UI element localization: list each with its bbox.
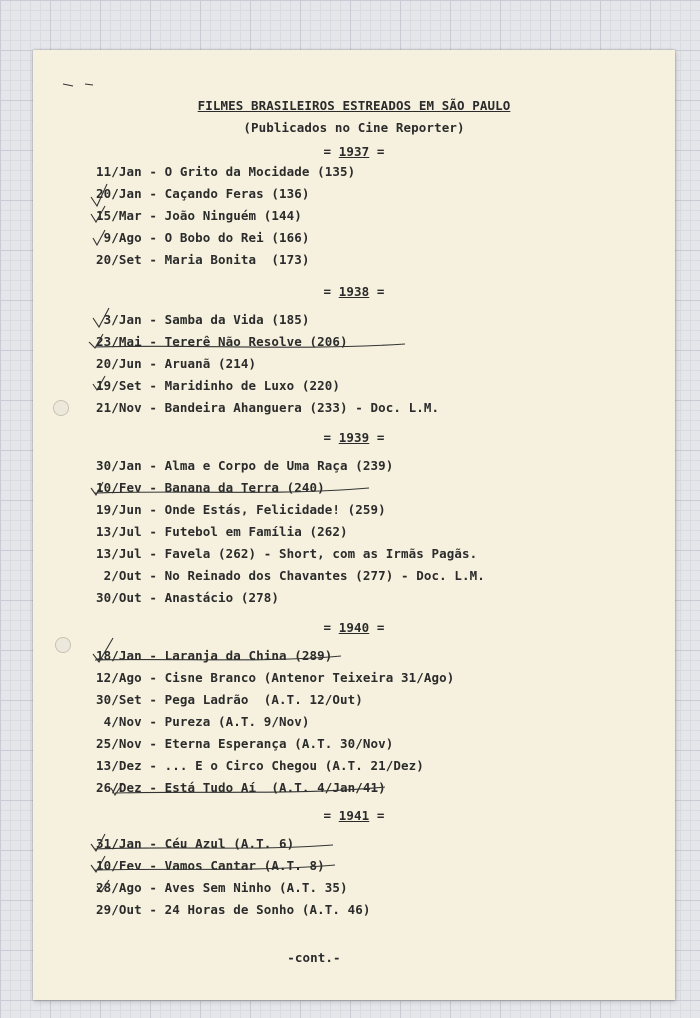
year-heading-1940: = 1940 = bbox=[323, 620, 385, 635]
continuation-note: -cont.- bbox=[287, 950, 341, 965]
film-entry: 11/Jan - O Grito da Mocidade (135) bbox=[96, 164, 356, 179]
film-entry: 20/Jun - Aruanã (214) bbox=[96, 356, 257, 371]
film-entry: 15/Mar - João Ninguém (144) bbox=[96, 208, 302, 223]
document-page bbox=[33, 50, 675, 1000]
film-entry-struck: 10/Fev - Vamos Cantar (A.T. 8) bbox=[96, 858, 325, 873]
film-entry: 20/Set - Maria Bonita (173) bbox=[96, 252, 310, 267]
film-entry: 12/Ago - Cisne Branco (Antenor Teixeira 31/Ago) bbox=[96, 670, 455, 685]
year-heading-text: 1937 bbox=[338, 144, 370, 159]
film-entry: 9/Ago - O Bobo do Rei (166) bbox=[96, 230, 310, 245]
film-entry: 13/Jul - Futebol em Família (262) bbox=[96, 524, 348, 539]
film-entry: 2/Out - No Reinado dos Chavantes (277) - Doc. L.M. bbox=[96, 568, 485, 583]
film-entry: 30/Jan - Alma e Corpo de Uma Raça (239) bbox=[96, 458, 394, 473]
document-subtitle: (Publicados no Cine Reporter) bbox=[243, 120, 465, 135]
punch-hole-top bbox=[53, 400, 69, 416]
film-entry: 29/Out - 24 Horas de Sonho (A.T. 46) bbox=[96, 902, 371, 917]
document-title: FILMES BRASILEIROS ESTREADOS EM SÃO PAULO bbox=[197, 98, 511, 113]
film-entry: 28/Ago - Aves Sem Ninho (A.T. 35) bbox=[96, 880, 348, 895]
year-heading-text: 1939 bbox=[338, 430, 370, 445]
film-entry-struck: 26/Dez - Está Tudo Aí (A.T. 4/Jan/41) bbox=[96, 780, 386, 795]
punch-hole-bottom bbox=[55, 637, 71, 653]
year-heading-1938: = 1938 = bbox=[323, 284, 385, 299]
film-entry: 30/Out - Anastácio (278) bbox=[96, 590, 280, 605]
film-entry-struck: 18/Jan - Laranja da China (289) bbox=[96, 648, 333, 663]
year-heading-text: 1941 bbox=[338, 808, 370, 823]
year-heading-1941: = 1941 = bbox=[323, 808, 385, 823]
film-entry: 19/Set - Maridinho de Luxo (220) bbox=[96, 378, 341, 393]
year-heading-text: 1940 bbox=[338, 620, 370, 635]
film-entry-struck: 23/Mai - Tererê Não Resolve (206) bbox=[96, 334, 348, 349]
film-entry: 13/Jul - Favela (262) - Short, com as Irmãs Pagãs. bbox=[96, 546, 478, 561]
corner-mark bbox=[63, 84, 93, 86]
film-entry: 4/Nov - Pureza (A.T. 9/Nov) bbox=[96, 714, 310, 729]
film-entry: 19/Jun - Onde Estás, Felicidade! (259) bbox=[96, 502, 386, 517]
film-entry: 25/Nov - Eterna Esperança (A.T. 30/Nov) bbox=[96, 736, 394, 751]
film-entry-struck: 10/Fev - Banana da Terra (240) bbox=[96, 480, 325, 495]
year-heading-text: 1938 bbox=[338, 284, 370, 299]
film-entry-struck: 31/Jan - Céu Azul (A.T. 6) bbox=[96, 836, 295, 851]
film-entry: 21/Nov - Bandeira Ahanguera (233) - Doc. L.M. bbox=[96, 400, 440, 415]
film-entry: 3/Jan - Samba da Vida (185) bbox=[96, 312, 310, 327]
year-heading-1937: = 1937 = bbox=[323, 144, 385, 159]
year-heading-1939: = 1939 = bbox=[323, 430, 385, 445]
film-entry: 13/Dez - ... E o Circo Chegou (A.T. 21/Dez) bbox=[96, 758, 424, 773]
film-entry: 30/Set - Pega Ladrão (A.T. 12/Out) bbox=[96, 692, 363, 707]
film-entry: 20/Jan - Caçando Feras (136) bbox=[96, 186, 310, 201]
